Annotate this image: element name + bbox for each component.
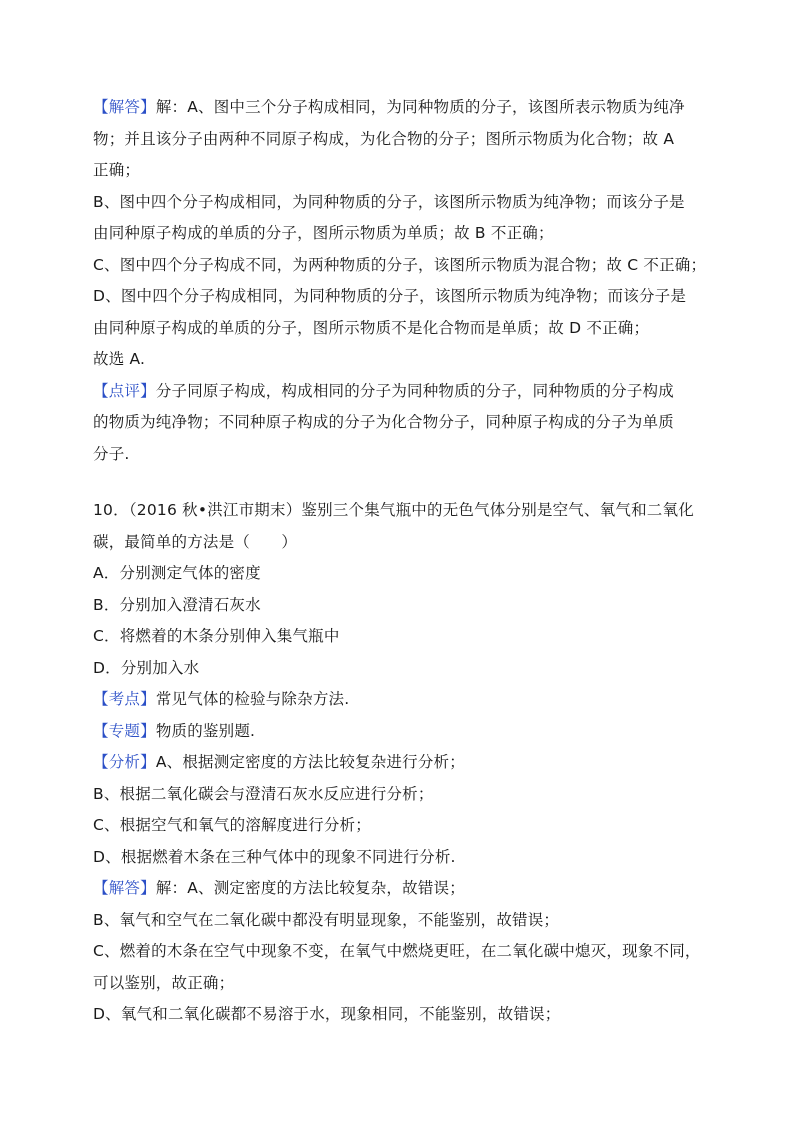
text-line (93, 689, 713, 721)
text-line (93, 878, 713, 910)
line-text: 常见气体的检验与除杂方法. (155, 690, 350, 708)
section-tag: 【考点】 (93, 690, 156, 708)
line-text: 可以鉴别，故正确； (93, 973, 235, 992)
line-text: 由同种原子构成的单质的分子，图所示物质不是化合物而是单质；故 D 不正确； (93, 318, 650, 337)
line-text: B、根据二氧化碳会与澄清石灰水反应进行分析； (93, 784, 434, 803)
line-text: B、氧气和空气在二氧化碳中都没有明显现象，不能鉴别，故错误； (93, 910, 560, 929)
line-text: 物质的鉴别题. (155, 721, 256, 740)
line-text: 的物质为纯净物；不同种原子构成的分子为化合物分子，同种原子构成的分子为单质 (93, 413, 674, 431)
text-line (93, 721, 713, 753)
section-tag: 【解答】 (93, 879, 156, 897)
text-line (93, 255, 713, 287)
line-text: 分子. (93, 444, 130, 463)
line-text: D、氧气和二氧化碳都不易溶于水，现象相同，不能鉴别，故错误； (93, 1005, 561, 1023)
option-a (93, 563, 713, 595)
text-line (93, 129, 713, 161)
option-b (93, 595, 713, 627)
text-line (93, 286, 713, 318)
text-line (93, 815, 713, 847)
line-text: 解：A、测定密度的方法比较复杂，故错误； (155, 879, 465, 897)
section-tag: 【专题】 (93, 721, 156, 740)
text-line (93, 910, 713, 942)
text-line (93, 784, 713, 816)
analysis-block-previous-question (93, 97, 713, 475)
text-line (93, 223, 713, 255)
text-line (93, 444, 713, 476)
text-line (93, 847, 713, 879)
text-line (93, 941, 713, 973)
line-text: B、图中四个分子构成相同，为同种物质的分子，该图所示物质为纯净物；而该分子是 (93, 192, 685, 211)
question-10-block (93, 500, 713, 1036)
section-tag: 【点评】 (93, 381, 156, 400)
option-text: C．将燃着的木条分别伸入集气瓶中 (93, 627, 340, 645)
section-tag: 【分析】 (93, 753, 156, 771)
option-c (93, 626, 713, 658)
line-text: 碳，最简单的方法是（ ） (93, 532, 298, 551)
section-tag: 【解答】 (93, 98, 156, 116)
question-stem-line (93, 500, 713, 532)
text-line (93, 1004, 713, 1036)
line-text: 正确； (93, 161, 141, 179)
line-text: C、燃着的木条在空气中现象不变，在氧气中燃烧更旺，在二氧化碳中熄灭，现象不同， (93, 942, 701, 960)
text-line (93, 349, 713, 381)
option-d (93, 658, 713, 690)
line-text: C、图中四个分子构成不同，为两种物质的分子，该图所示物质为混合物；故 C 不正确； (93, 255, 707, 274)
text-line (93, 192, 713, 224)
line-text: D、图中四个分子构成相同，为同种物质的分子，该图所示物质为纯净物；而该分子是 (93, 287, 687, 305)
text-line (93, 412, 713, 444)
line-text: 分子同原子构成，构成相同的分子为同种物质的分子，同种物质的分子构成 (155, 381, 674, 400)
text-line (93, 97, 713, 129)
text-line (93, 318, 713, 350)
option-text: D．分别加入水 (93, 658, 200, 677)
line-text: 解：A、图中三个分子构成相同，为同种物质的分子，该图所表示物质为纯净 (155, 98, 685, 116)
option-text: A．分别测定气体的密度 (93, 564, 261, 582)
option-text: B．分别加入澄清石灰水 (93, 595, 261, 614)
text-line (93, 160, 713, 192)
line-text: 故选 A. (93, 350, 146, 368)
question-stem-line (93, 532, 713, 564)
line-text: 物；并且该分子由两种不同原子构成，为化合物的分子；图所示物质为化合物；故 A (93, 129, 675, 148)
line-text: 由同种原子构成的单质的分子，图所示物质为单质；故 B 不正确； (93, 224, 554, 242)
line-text: 10．（2016 秋•洪江市期末）鉴别三个集气瓶中的无色气体分别是空气、氧气和二氧化 (93, 501, 694, 519)
line-text: A、根据测定密度的方法比较复杂进行分析； (155, 753, 465, 771)
text-line (93, 381, 713, 413)
line-text: C、根据空气和氧气的溶解度进行分析； (93, 816, 371, 834)
line-text: D、根据燃着木条在三种气体中的现象不同进行分析. (93, 847, 456, 866)
text-line (93, 973, 713, 1005)
text-line (93, 752, 713, 784)
